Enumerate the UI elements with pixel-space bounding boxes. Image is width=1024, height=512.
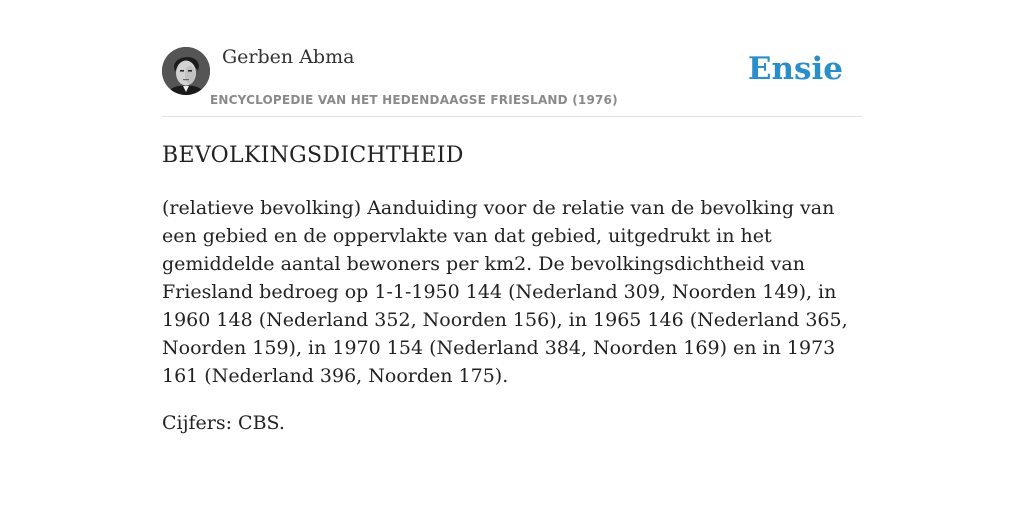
article-body: (relatieve bevolking) Aanduiding voor de relatie van de bevolking van een gebied en de oppervlakte van dat gebied, uitgedrukt in het gemiddelde aantal bewoners per km2. De bevolkingsdichtheid van Friesland bedroeg op 1-1-1950 144 (Nederland 309, Noorden 149), in 1960 148 (Nederland 352, Noorden 156), in 1965 146 (Nederland 365, Noorden 159), in 1970 154 (Nederland 384, Noorden 169) en in 1973 161 (Nederland 396, Noorden 175). — [162, 197, 848, 387]
article-credits: Cijfers: CBS. — [162, 412, 285, 434]
portrait-icon — [162, 47, 210, 95]
author-name[interactable]: Gerben Abma — [222, 46, 355, 68]
article-header — [162, 0, 862, 117]
author-avatar[interactable] — [162, 47, 210, 95]
article-page — [162, 0, 862, 437]
ensie-logo-link[interactable]: Ensie — [747, 51, 843, 87]
article-title: BEVOLKINGSDICHTHEID — [162, 143, 464, 168]
source-label: ENCYCLOPEDIE VAN HET HEDENDAAGSE FRIESLAND (1976) — [210, 93, 618, 107]
